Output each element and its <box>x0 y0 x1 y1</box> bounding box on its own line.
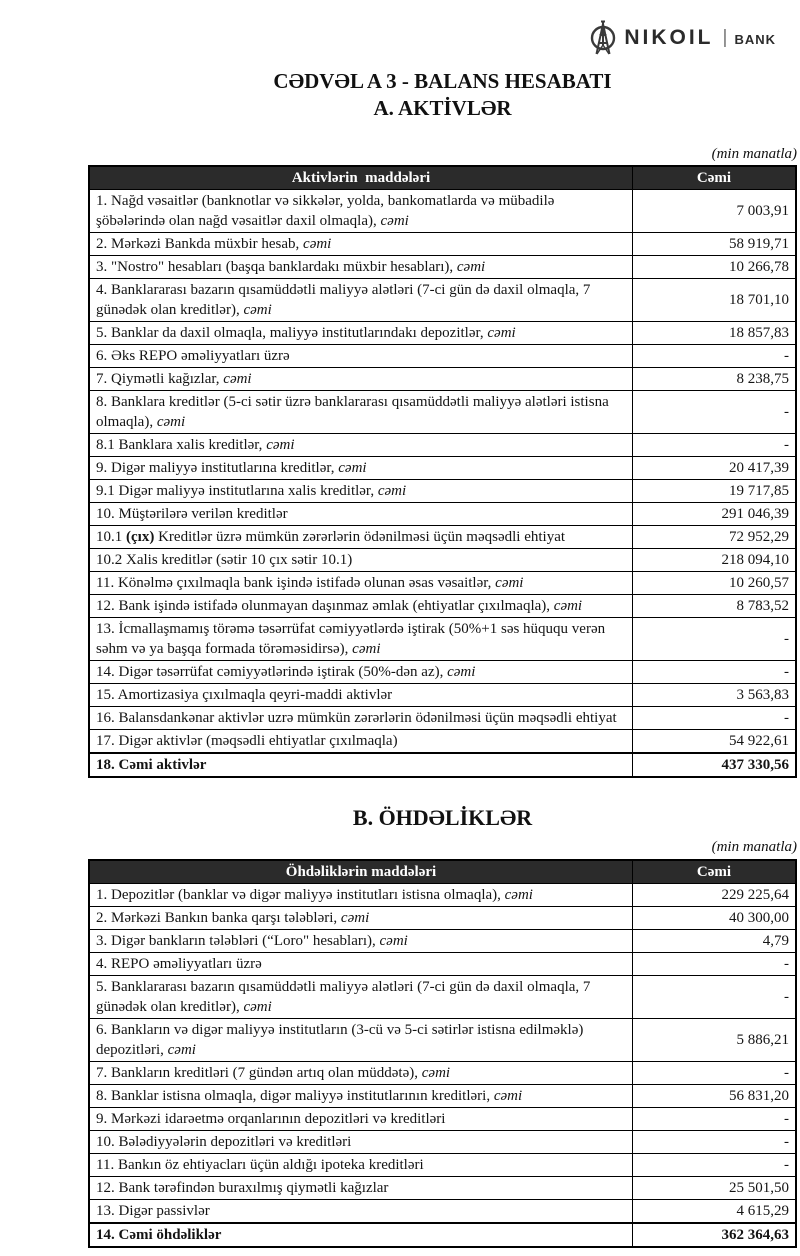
table-row <box>89 1107 796 1130</box>
table-row <box>89 548 796 571</box>
assets-total-column-header: Cəmi <box>633 166 797 190</box>
row-total-value: 4 615,29 <box>633 1199 797 1223</box>
row-total-value: - <box>633 706 797 729</box>
row-total-value: 7 003,91 <box>633 189 797 232</box>
table-row <box>89 502 796 525</box>
table-row <box>89 321 796 344</box>
table-row <box>89 929 796 952</box>
table-row <box>89 189 796 232</box>
row-item-label: 10. Bələdiyyələrin depozitləri və kreditləri <box>89 1130 633 1153</box>
row-item-label: 14. Cəmi öhdəliklər <box>89 1223 633 1247</box>
table-row <box>89 390 796 433</box>
table-row <box>89 660 796 683</box>
row-total-value: 56 831,20 <box>633 1084 797 1107</box>
table-row <box>89 367 796 390</box>
row-total-value: - <box>633 1107 797 1130</box>
table-row <box>89 1176 796 1199</box>
row-item-label: 8. Banklara kreditlər (5-ci sətir üzrə banklararası qısamüddətli maliyyə alətləri istisna olmaqla), cəmi <box>89 390 633 433</box>
table-row <box>89 1153 796 1176</box>
table-row <box>89 594 796 617</box>
row-item-label: 17. Digər aktivlər (məqsədli ehtiyatlar çıxılmaqla) <box>89 729 633 753</box>
table-row <box>89 1130 796 1153</box>
row-item-label: 3. Digər bankların tələbləri (“Loro" hesabları), cəmi <box>89 929 633 952</box>
row-item-label: 1. Depozitlər (banklar və digər maliyyə institutları istisna olmaqla), cəmi <box>89 883 633 906</box>
row-total-value: 8 238,75 <box>633 367 797 390</box>
row-total-value: 362 364,63 <box>633 1223 797 1247</box>
table-row <box>89 479 796 502</box>
row-total-value: - <box>633 975 797 1018</box>
table-row <box>89 906 796 929</box>
unit-note-assets: (min manatla) <box>711 145 797 162</box>
table-row <box>89 1084 796 1107</box>
row-item-label: 13. İcmallaşmamış törəmə təsərrüfat cəmiyyətlərdə iştirak (50%+1 səs hüququ verən səhm və ya başqa formada törəməsidirsə), cəmi <box>89 617 633 660</box>
row-item-label: 3. "Nostro" hesabları (başqa banklardakı müxbir hesabları), cəmi <box>89 255 633 278</box>
row-total-value: 291 046,39 <box>633 502 797 525</box>
row-item-label: 8. Banklar istisna olmaqla, digər maliyyə institutlarının kreditləri, cəmi <box>89 1084 633 1107</box>
liabilities-total-column-header: Cəmi <box>633 860 797 884</box>
row-item-label: 16. Balansdankənar aktivlər uzrə mümkün zərərlərin ödənilməsi üçün məqsədli ehtiyat <box>89 706 633 729</box>
row-item-label: 12. Bank işində istifadə olunmayan daşınmaz əmlak (ehtiyatlar çıxılmaqla), cəmi <box>89 594 633 617</box>
row-item-label: 2. Mərkəzi Bankda müxbir hesab, cəmi <box>89 232 633 255</box>
table-row <box>89 1018 796 1061</box>
table-row <box>89 232 796 255</box>
row-item-label: 9. Mərkəzi idarəetmə orqanlarının depozitləri və kreditləri <box>89 1107 633 1130</box>
table-row <box>89 344 796 367</box>
document-title-line2: A. AKTİVLƏR <box>373 96 512 121</box>
document-title-line1: CƏDVƏL A 3 - BALANS HESABATI <box>273 69 612 93</box>
row-total-value: 3 563,83 <box>633 683 797 706</box>
row-item-label: 5. Banklar da daxil olmaqla, maliyyə institutlarındakı depozitlər, cəmi <box>89 321 633 344</box>
row-total-value: 19 717,85 <box>633 479 797 502</box>
row-item-label: 10.2 Xalis kreditlər (sətir 10 çıx sətir 10.1) <box>89 548 633 571</box>
table-row <box>89 1199 796 1223</box>
table-row <box>89 729 796 753</box>
row-item-label: 13. Digər passivlər <box>89 1199 633 1223</box>
assets-items-column-header: Aktivlərin maddələri <box>89 166 633 190</box>
row-total-value: 229 225,64 <box>633 883 797 906</box>
table-row <box>89 617 796 660</box>
row-total-value: 18 857,83 <box>633 321 797 344</box>
table-row <box>89 1061 796 1084</box>
table-row <box>89 525 796 548</box>
row-total-value: - <box>633 1130 797 1153</box>
row-total-value: 20 417,39 <box>633 456 797 479</box>
row-total-value: 218 094,10 <box>633 548 797 571</box>
table-row <box>89 683 796 706</box>
row-item-label: 5. Banklararası bazarın qısamüddətli maliyyə alətləri (7-ci gün də daxil olmaqla, 7 günədək olan kreditlər), cəmi <box>89 975 633 1018</box>
row-item-label: 2. Mərkəzi Bankın banka qarşı tələbləri, cəmi <box>89 906 633 929</box>
row-total-value: 4,79 <box>633 929 797 952</box>
row-total-value: - <box>633 660 797 683</box>
table-row <box>89 255 796 278</box>
bank-logo-name: NIKOIL <box>624 26 714 49</box>
row-total-value: 72 952,29 <box>633 525 797 548</box>
row-item-label: 15. Amortizasiya çıxılmaqla qeyri-maddi aktivlər <box>89 683 633 706</box>
row-item-label: 11. Bankın öz ehtiyacları üçün aldığı ipoteka kreditləri <box>89 1153 633 1176</box>
row-total-value: 10 260,57 <box>633 571 797 594</box>
row-item-label: 10.1 (çıx) Kreditlər üzrə mümkün zərərlərin ödənilməsi üçün məqsədli ehtiyat <box>89 525 633 548</box>
row-total-value: 8 783,52 <box>633 594 797 617</box>
assets-table-body <box>89 189 796 777</box>
row-item-label: 10. Müştərilərə verilən kreditlər <box>89 502 633 525</box>
row-total-value: 10 266,78 <box>633 255 797 278</box>
row-item-label: 9.1 Digər maliyyə institutlarına xalis kreditlər, cəmi <box>89 479 633 502</box>
assets-table <box>88 165 797 778</box>
oil-derrick-icon <box>587 19 619 57</box>
row-total-value: 18 701,10 <box>633 278 797 321</box>
row-total-value: 40 300,00 <box>633 906 797 929</box>
row-item-label: 18. Cəmi aktivlər <box>89 753 633 777</box>
liabilities-table <box>88 859 797 1248</box>
logo-divider: | <box>722 27 728 48</box>
row-item-label: 4. Banklararası bazarın qısamüddətli maliyyə alətləri (7-ci gün də daxil olmaqla, 7 günədək olan kreditlər), cəmi <box>89 278 633 321</box>
table-row <box>89 1223 796 1247</box>
row-total-value: 54 922,61 <box>633 729 797 753</box>
table-row <box>89 456 796 479</box>
row-total-value: 25 501,50 <box>633 1176 797 1199</box>
row-total-value: 437 330,56 <box>633 753 797 777</box>
table-row <box>89 975 796 1018</box>
row-total-value: - <box>633 433 797 456</box>
row-total-value: 5 886,21 <box>633 1018 797 1061</box>
row-item-label: 7. Qiymətli kağızlar, cəmi <box>89 367 633 390</box>
row-total-value: - <box>633 617 797 660</box>
row-total-value: - <box>633 344 797 367</box>
table-row <box>89 278 796 321</box>
row-item-label: 11. Könəlmə çıxılmaqla bank işində istifadə olunan əsas vəsaitlər, cəmi <box>89 571 633 594</box>
report-content <box>88 0 797 1248</box>
row-total-value: - <box>633 952 797 975</box>
row-item-label: 4. REPO əməliyyatları üzrə <box>89 952 633 975</box>
table-row <box>89 753 796 777</box>
row-total-value: - <box>633 1153 797 1176</box>
row-item-label: 14. Digər təsərrüfat cəmiyyətlərində iştirak (50%-dən az), cəmi <box>89 660 633 683</box>
bank-logo-suffix: BANK <box>734 31 776 47</box>
table-row <box>89 883 796 906</box>
row-total-value: - <box>633 390 797 433</box>
row-item-label: 1. Nağd vəsaitlər (banknotlar və sikkələr, yolda, bankomatlarda və mübadilə şöbələrində olan nağd vəsaitlər daxil olmaqla), cəmi <box>89 189 633 232</box>
row-total-value: - <box>633 1061 797 1084</box>
row-item-label: 7. Bankların kreditləri (7 gündən artıq olan müddətə), cəmi <box>89 1061 633 1084</box>
liabilities-items-column-header: Öhdəliklərin maddələri <box>89 860 633 884</box>
row-item-label: 9. Digər maliyyə institutlarına kreditlər, cəmi <box>89 456 633 479</box>
row-total-value: 58 919,71 <box>633 232 797 255</box>
row-item-label: 6. Bankların və digər maliyyə institutların (3-cü və 5-ci sətirlər istisna edilməklə) depozitləri, cəmi <box>89 1018 633 1061</box>
table-row <box>89 571 796 594</box>
assets-table-header <box>89 166 796 190</box>
row-item-label: 6. Əks REPO əməliyyatları üzrə <box>89 344 633 367</box>
row-item-label: 12. Bank tərəfindən buraxılmış qiymətli kağızlar <box>89 1176 633 1199</box>
table-row <box>89 952 796 975</box>
row-item-label: 8.1 Banklara xalis kreditlər, cəmi <box>89 433 633 456</box>
liabilities-table-body <box>89 883 796 1247</box>
table-row <box>89 706 796 729</box>
bank-logo <box>587 19 776 57</box>
liabilities-section-title: B. ÖHDƏLİKLƏR <box>352 804 533 830</box>
liabilities-table-header <box>89 860 796 884</box>
table-row <box>89 433 796 456</box>
unit-note-liabilities: (min manatla) <box>711 838 797 855</box>
